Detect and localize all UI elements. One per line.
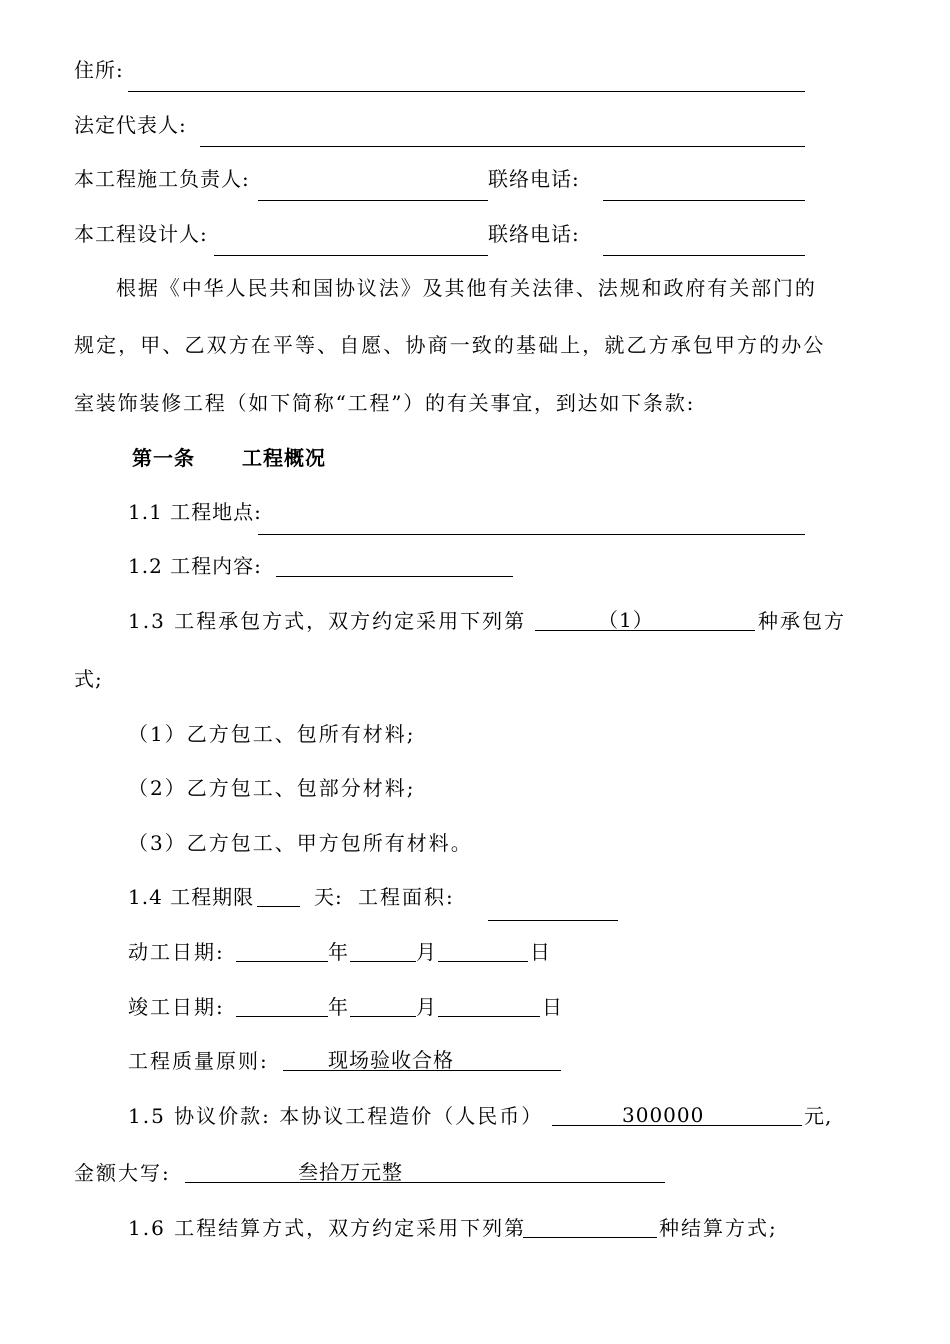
construction-lead-field[interactable] bbox=[258, 200, 488, 201]
amount-words-label: 金额大写: bbox=[74, 1161, 171, 1185]
contract-option-1: （1）乙方包工、包所有材料; bbox=[128, 722, 416, 746]
construction-lead-label: 本工程施工负责人: bbox=[74, 167, 250, 191]
contract-mode-suffix: 种承包方 bbox=[758, 609, 846, 633]
phone-field-1[interactable] bbox=[603, 200, 805, 201]
preamble-line-2: 规定，甲、乙双方在平等、自愿、协商一致的基础上，就乙方承包甲方的办公 bbox=[74, 333, 826, 357]
contract-mode-wrap: 式; bbox=[74, 667, 103, 691]
settlement-field[interactable] bbox=[523, 1237, 657, 1238]
price-label: 1.5 协议价款: 本协议工程造价（人民币） bbox=[128, 1104, 544, 1128]
quality-label: 工程质量原则: bbox=[128, 1049, 269, 1073]
price-unit: 元, bbox=[804, 1104, 833, 1128]
price-value: 300000 bbox=[622, 1103, 705, 1127]
legal-rep-field[interactable] bbox=[200, 146, 805, 147]
end-date-label: 竣工日期: bbox=[128, 995, 225, 1019]
end-month-field[interactable] bbox=[350, 1016, 416, 1017]
designer-label: 本工程设计人: bbox=[74, 222, 208, 246]
start-month-unit: 月 bbox=[416, 940, 437, 964]
end-year-unit: 年 bbox=[328, 995, 349, 1019]
phone-field-2[interactable] bbox=[603, 255, 805, 256]
settlement-suffix: 种结算方式; bbox=[659, 1216, 778, 1240]
location-label: 1.1 工程地点: bbox=[128, 500, 262, 524]
location-field[interactable] bbox=[258, 534, 805, 535]
period-days-unit: 天: bbox=[314, 885, 343, 909]
start-month-field[interactable] bbox=[350, 961, 416, 962]
article-1-number: 第一条 bbox=[132, 446, 195, 470]
quality-value: 现场验收合格 bbox=[328, 1048, 454, 1072]
end-month-unit: 月 bbox=[416, 995, 437, 1019]
contract-mode-prefix: 1.3 工程承包方式，双方约定采用下列第 bbox=[128, 609, 527, 633]
contract-option-3: （3）乙方包工、甲方包所有材料。 bbox=[128, 831, 473, 855]
end-day-field[interactable] bbox=[438, 1016, 540, 1017]
amount-words-value: 叁拾万元整 bbox=[298, 1160, 403, 1184]
phone-label-1: 联络电话: bbox=[488, 167, 580, 191]
address-label: 住所: bbox=[74, 58, 124, 82]
content-label: 1.2 工程内容: bbox=[128, 554, 262, 578]
period-days-field[interactable] bbox=[257, 906, 300, 907]
period-label: 1.4 工程期限 bbox=[128, 885, 255, 909]
preamble-line-1: 根据《中华人民共和国协议法》及其他有关法律、法规和政府有关部门的 bbox=[116, 276, 817, 300]
area-field[interactable] bbox=[488, 920, 618, 921]
start-year-unit: 年 bbox=[328, 940, 349, 964]
contract-mode-value: （1） bbox=[598, 608, 654, 632]
start-date-label: 动工日期: bbox=[128, 940, 225, 964]
address-field[interactable] bbox=[128, 91, 805, 92]
article-1-title: 工程概况 bbox=[242, 446, 326, 470]
content-field[interactable] bbox=[276, 576, 513, 577]
settlement-prefix: 1.6 工程结算方式，双方约定采用下列第 bbox=[128, 1216, 527, 1240]
contract-option-2: （2）乙方包工、包部分材料; bbox=[128, 776, 416, 800]
designer-field[interactable] bbox=[214, 255, 488, 256]
phone-label-2: 联络电话: bbox=[488, 222, 580, 246]
start-day-unit: 日 bbox=[530, 940, 551, 964]
area-label: 工程面积: bbox=[358, 885, 455, 909]
legal-rep-label: 法定代表人: bbox=[74, 113, 187, 137]
preamble-line-3: 室装饰装修工程（如下简称“工程”）的有关事宜，到达如下条款: bbox=[74, 391, 696, 415]
amount-words-field[interactable] bbox=[185, 1182, 665, 1183]
start-year-field[interactable] bbox=[236, 961, 328, 962]
end-year-field[interactable] bbox=[236, 1016, 328, 1017]
start-day-field[interactable] bbox=[438, 961, 528, 962]
end-day-unit: 日 bbox=[542, 995, 563, 1019]
